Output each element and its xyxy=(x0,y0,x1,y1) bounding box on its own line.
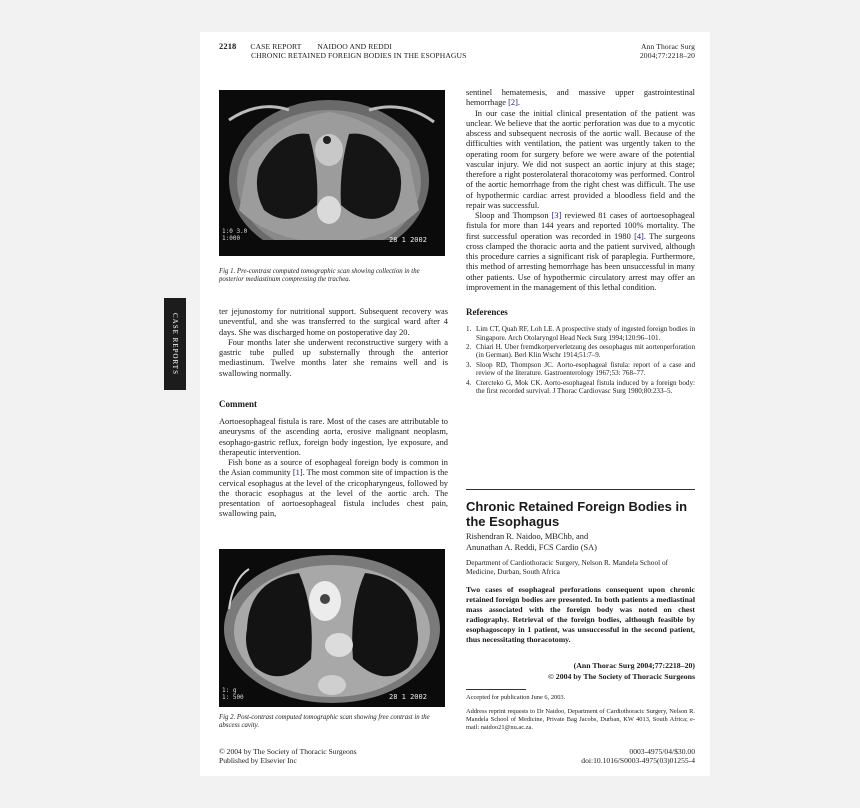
figure-2-ct-scan xyxy=(219,549,445,707)
paragraph-4-text-a: Fish bone as a source of esophageal foreign body is common in the Asian community xyxy=(219,458,448,478)
reference-text: Lim CT, Quah RF, Loh LE. A prospective study of ingested foreign bodies in Singapore. Arch Otolaryngol Head Neck Surg 1994;120:96–101. xyxy=(476,325,695,342)
references-list xyxy=(466,325,695,395)
left-paragraph-3: Aortoesophageal fistula is rare. Most of the cases are attributable to aneurysms of the ascending aorta, erosive malignant neoplasm, esophago-gastric reflux, foreign body ingestion, lye exposure, and therapeutic intervention. xyxy=(219,417,448,457)
figure-1-ct-scan xyxy=(219,90,445,256)
references-heading: References xyxy=(466,307,508,317)
paragraph-4-text-b: . The most common site of impaction is the cervical esophagus at the level of the cricopharyngeus, followed by the thoracic esophagus at the level of the aortic arch. The presentation of aortoesophageal fistula includes chest pain, swallowing pain, xyxy=(219,468,448,519)
running-header-left xyxy=(219,42,466,60)
right-p3-text-a: Sloop and Thompson xyxy=(475,211,552,220)
right-column xyxy=(466,88,695,397)
right-paragraph-3 xyxy=(466,211,695,293)
header-authors: NAIDOO AND REDDI xyxy=(317,42,392,51)
reference-item xyxy=(466,379,695,396)
reference-text: Ctercteko G, Mok CK. Aorto-esophageal fistula induced by a foreign body: the first recorded survival. J Thorac Cardiovasc Surg 1980;80:233–5. xyxy=(476,378,695,396)
right-paragraph-1 xyxy=(466,88,695,109)
abstract: Two cases of esophageal perforations consequent upon chronic retained foreign bodies are presented. In both patients a mediastinal mass associated with the foreign body was noted on chest radiography. Retrieval of the foreign bodies, although feasible by esophagoscopy in 1 patient, was unsuccessful in the second patient, thus necessitating thoracotomy. xyxy=(466,585,695,644)
left-paragraph-1: ter jejunostomy for nutritional support. Subsequent recovery was uneventful, and she was transferred to the surgical ward after 4 days. She was discharged home on postoperative day 20. xyxy=(219,307,448,337)
scan-1-stamp-date: 28 1 2002 xyxy=(389,236,427,244)
ct-scan-1-image xyxy=(219,90,445,256)
scan-1-stamp-left: 1:0 3.0 1:000 xyxy=(222,228,248,242)
footer-doi: doi:10.1016/S0003-4975(03)01255-4 xyxy=(581,756,695,766)
case-reports-tab xyxy=(164,298,186,390)
scan-2-stamp-left: 1: g 1: 500 xyxy=(222,687,244,701)
abstract-citation: (Ann Thorac Surg 2004;77:2218–20) xyxy=(573,661,695,670)
footer-issn: 0003-4975/04/$30.00 xyxy=(629,747,695,756)
reference-item xyxy=(466,325,695,342)
reference-number: 3. xyxy=(466,360,472,369)
author-1: Rishendran R. Naidoo, MBChb, and xyxy=(466,532,589,541)
accepted-note: Accepted for publication June 6, 2003. xyxy=(466,694,566,701)
reference-number: 1. xyxy=(466,325,472,334)
comment-heading: Comment xyxy=(219,398,257,409)
page-number: 2218 xyxy=(219,41,237,51)
case-reports-tab-label: CASE REPORTS xyxy=(171,313,179,375)
article-title: Chronic Retained Foreign Bodies in the Esophagus xyxy=(466,499,688,529)
figure-1-caption: Fig 1. Pre-contrast computed tomographic scan showing collection in the posterior mediastinum compressing the trachea. xyxy=(219,268,420,284)
figure-2-caption: Fig 2. Post-contrast computed tomographic scan showing free contrast in the abscess cavity. xyxy=(219,714,430,730)
address-note: Address reprint requests to Dr Naidoo, Department of Cardiothoracic Surgery, Nelson R. Mandela School of Medicine, Private Bag Jacobs, Durban, KW 4013, South Africa; e-mail: naidoo21@nu.ac.za. xyxy=(466,708,695,732)
reference-item xyxy=(466,343,695,360)
footnote-rule xyxy=(466,689,526,690)
article-authors xyxy=(466,531,695,553)
left-paragraph-2: Four months later she underwent reconstructive surgery with a gastric tube pulled up substernally through the anterior mediastinum. Twelve months later she remains well and is swallowing normally. xyxy=(219,337,448,378)
citation-link-2[interactable]: [2] xyxy=(508,98,518,108)
right-p3-text-c: . The surgeons cross clamped the thoracic aorta and the patient survived, although this procedure carries a significant risk of paraplegia. Furthermore, this method of arresting hemorrhage has been unsuccessful in many other patients. Use of hypothermic circulatory arrest may offer an improvement in the management of this lethal condition. xyxy=(466,231,695,292)
abstract-copyright: © 2004 by The Society of Thoracic Surgeons xyxy=(548,671,695,681)
affiliation: Department of Cardiothoracic Surgery, Nelson R. Mandela School of Medicine, Durban, South Africa xyxy=(466,558,669,576)
citation-link-4[interactable]: [4] xyxy=(634,231,644,241)
header-volume: 2004;77:2218–20 xyxy=(639,51,695,60)
right-p1-text-a: sentinel hematemesis, and massive upper gastrointestinal hemorrhage xyxy=(466,88,695,108)
reference-item xyxy=(466,361,695,378)
footer-left xyxy=(219,747,459,765)
left-paragraph-4 xyxy=(219,458,448,520)
section-divider xyxy=(466,489,695,490)
reference-number: 2. xyxy=(466,343,472,352)
reference-text: Sloop RD, Thompson JC. Aorto-esophageal fistula: report of a case and review of the literature. Gastroenterology 1967;53: 768–77. xyxy=(476,360,695,378)
ct-scan-2-image xyxy=(219,549,445,707)
scan-2-stamp-date: 28 1 2002 xyxy=(389,693,427,701)
reference-number: 4. xyxy=(466,378,472,387)
footer-copyright: © 2004 by The Society of Thoracic Surgeons xyxy=(219,747,357,756)
citation-link-1[interactable]: [1] xyxy=(292,468,303,478)
footer-publisher: Published by Elsevier Inc xyxy=(219,756,297,766)
header-running-title: CHRONIC RETAINED FOREIGN BODIES IN THE ESOPHAGUS xyxy=(251,51,467,60)
right-p3-text-b: reviewed 81 cases of aortoesophageal fistula for more than 144 years and reported 100% mortality. The first successful operation was recorded in 1980 xyxy=(466,211,695,241)
running-header-right xyxy=(560,42,695,60)
author-2: Anunathan A. Reddi, FCS Cardio (SA) xyxy=(466,543,597,552)
left-column xyxy=(219,307,448,520)
citation-link-3[interactable]: [3] xyxy=(551,211,562,220)
right-p1-text-b: . xyxy=(517,98,520,108)
header-journal: Ann Thorac Surg xyxy=(641,42,695,51)
abstract-citation-block xyxy=(466,661,695,682)
footer-right xyxy=(505,747,695,765)
header-section: CASE REPORT xyxy=(250,42,302,51)
reference-text: Chiari H. Uber fremdkorperverletzung des oesophagus mit aortenperforation (in German). Berl Klin Wschr 1914;51:7–9. xyxy=(476,343,695,360)
right-paragraph-2: In our case the initial clinical presentation of the patient was unclear. We believe that the aortic perforation was due to a mycotic abscess and subsequent necrosis of the aortic wall. Because of the difficulties with ventilation, the patient was urgently taken to the operating room for surgery before we were aware of the potential vascular injury. We did not suspect an aortic injury at this stage; therefore a right posterolateral thoracotomy was performed. Control of the aortic hemorrhage from the right chest was difficult. The use of hypothermic cardiac arrest provided a bloodless field and the repair was successful. xyxy=(466,108,695,210)
